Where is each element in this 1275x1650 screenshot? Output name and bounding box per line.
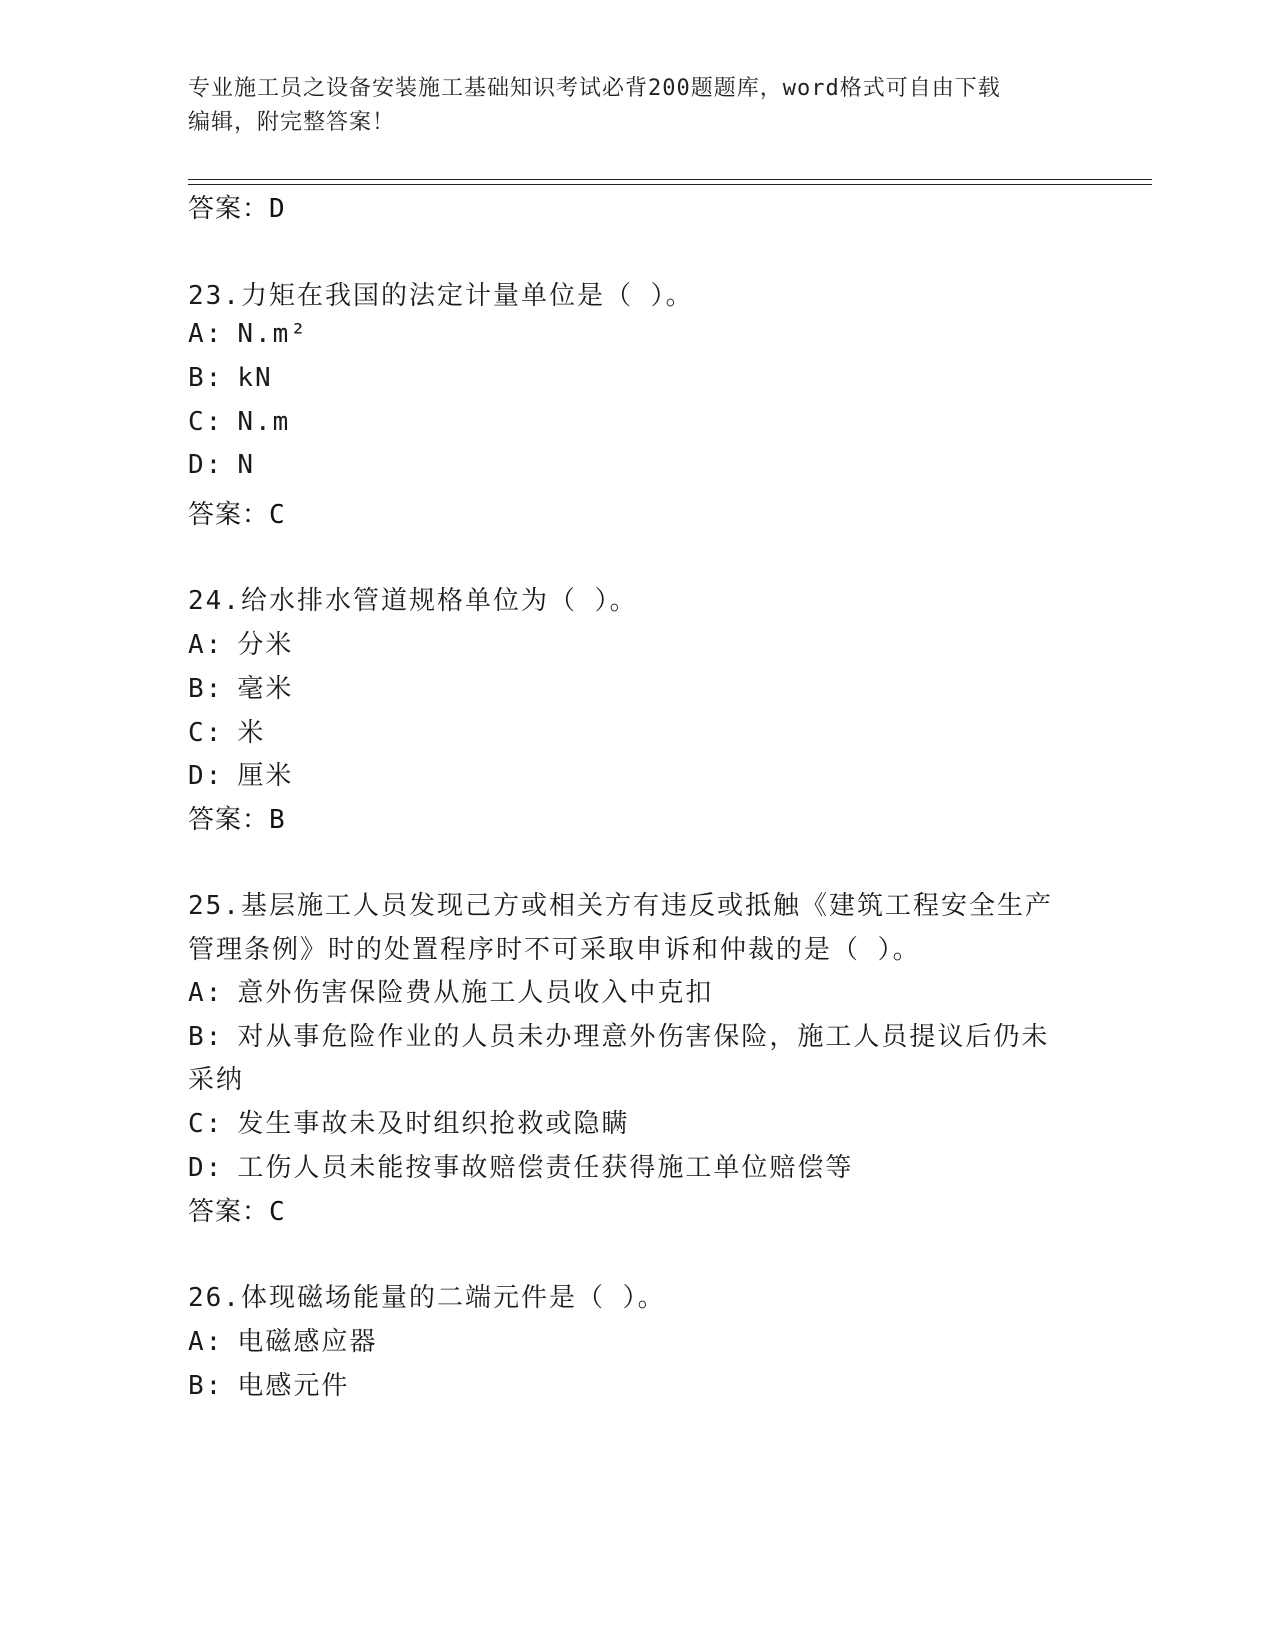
option-key: A: xyxy=(188,630,224,660)
option-key: A: xyxy=(188,978,224,1008)
option-text: N.m² xyxy=(237,319,308,349)
option-key: A: xyxy=(188,319,224,349)
option-text: kN xyxy=(237,363,273,393)
option-key: B: xyxy=(188,1022,224,1052)
question-25-option-b-continued: 采纳 xyxy=(188,1065,245,1095)
question-25-option-d xyxy=(188,1147,853,1184)
option-key: B: xyxy=(188,674,224,704)
header-divider-bottom xyxy=(188,184,1152,185)
option-text: 工伤人员未能按事故赔偿责任获得施工单位赔偿等 xyxy=(237,1153,854,1183)
answer-label: 答案： xyxy=(188,805,270,835)
question-25-answer xyxy=(188,1191,286,1228)
question-23-answer xyxy=(188,494,286,531)
question-25-option-b xyxy=(188,1016,1049,1053)
answer-label: 答案： xyxy=(188,1197,270,1227)
question-26-option-a xyxy=(188,1321,377,1358)
question-24-stem: 24.给水排水管道规格单位为（ ）。 xyxy=(188,586,638,616)
option-key: B: xyxy=(188,1371,224,1401)
answer-value: D xyxy=(269,194,286,224)
question-23-option-c xyxy=(188,407,290,437)
question-24-option-a xyxy=(188,624,293,661)
option-text: 电磁感应器 xyxy=(237,1327,378,1357)
option-text: 意外伤害保险费从施工人员收入中克扣 xyxy=(237,978,714,1008)
question-25-option-a xyxy=(188,972,713,1009)
option-text: 分米 xyxy=(237,630,294,660)
option-text: N.m xyxy=(237,407,291,437)
answer-value: B xyxy=(269,805,286,835)
option-key: B: xyxy=(188,363,224,393)
option-key: A: xyxy=(188,1327,224,1357)
question-25-stem-line-2: 管理条例》时的处置程序时不可采取申诉和仲裁的是（ ）。 xyxy=(188,935,921,965)
option-key: C: xyxy=(188,407,224,437)
answer-value: C xyxy=(269,500,286,530)
question-24-option-d xyxy=(188,755,293,792)
option-text: 厘米 xyxy=(237,761,294,791)
question-23-option-a xyxy=(188,319,308,349)
option-text: 毫米 xyxy=(237,674,294,704)
question-23-stem: 23.力矩在我国的法定计量单位是（ ）。 xyxy=(188,281,694,311)
option-text: 对从事危险作业的人员未办理意外伤害保险，施工人员提议后仍未 xyxy=(237,1022,1050,1052)
option-text: 米 xyxy=(237,718,266,748)
question-26-option-b xyxy=(188,1365,349,1402)
answer-label: 答案： xyxy=(188,194,270,224)
document-header xyxy=(188,72,1068,140)
question-25-stem-line-1: 25.基层施工人员发现己方或相关方有违反或抵触《建筑工程安全生产 xyxy=(188,891,1053,921)
question-24-answer xyxy=(188,799,286,836)
option-text: 发生事故未及时组织抢救或隐瞒 xyxy=(237,1109,630,1139)
option-key: D: xyxy=(188,450,224,480)
header-divider-top xyxy=(188,179,1152,180)
option-key: C: xyxy=(188,718,224,748)
answer-label: 答案： xyxy=(188,500,270,530)
option-text: N xyxy=(237,450,255,480)
option-key: C: xyxy=(188,1109,224,1139)
question-26-stem: 26.体现磁场能量的二端元件是（ ）。 xyxy=(188,1283,666,1313)
header-line-2: 编辑，附完整答案！ xyxy=(188,110,396,135)
header-line-1: 专业施工员之设备安装施工基础知识考试必背200题题库，word格式可自由下载 xyxy=(188,76,1001,101)
option-key: D: xyxy=(188,1153,224,1183)
option-key: D: xyxy=(188,761,224,791)
answer-value: C xyxy=(269,1197,286,1227)
question-23-option-d xyxy=(188,450,255,480)
question-23-option-b xyxy=(188,363,273,393)
answer-prev xyxy=(188,188,286,225)
option-text: 电感元件 xyxy=(237,1371,350,1401)
question-24-option-b xyxy=(188,668,293,705)
question-25-option-c xyxy=(188,1103,629,1140)
question-24-option-c xyxy=(188,712,265,749)
